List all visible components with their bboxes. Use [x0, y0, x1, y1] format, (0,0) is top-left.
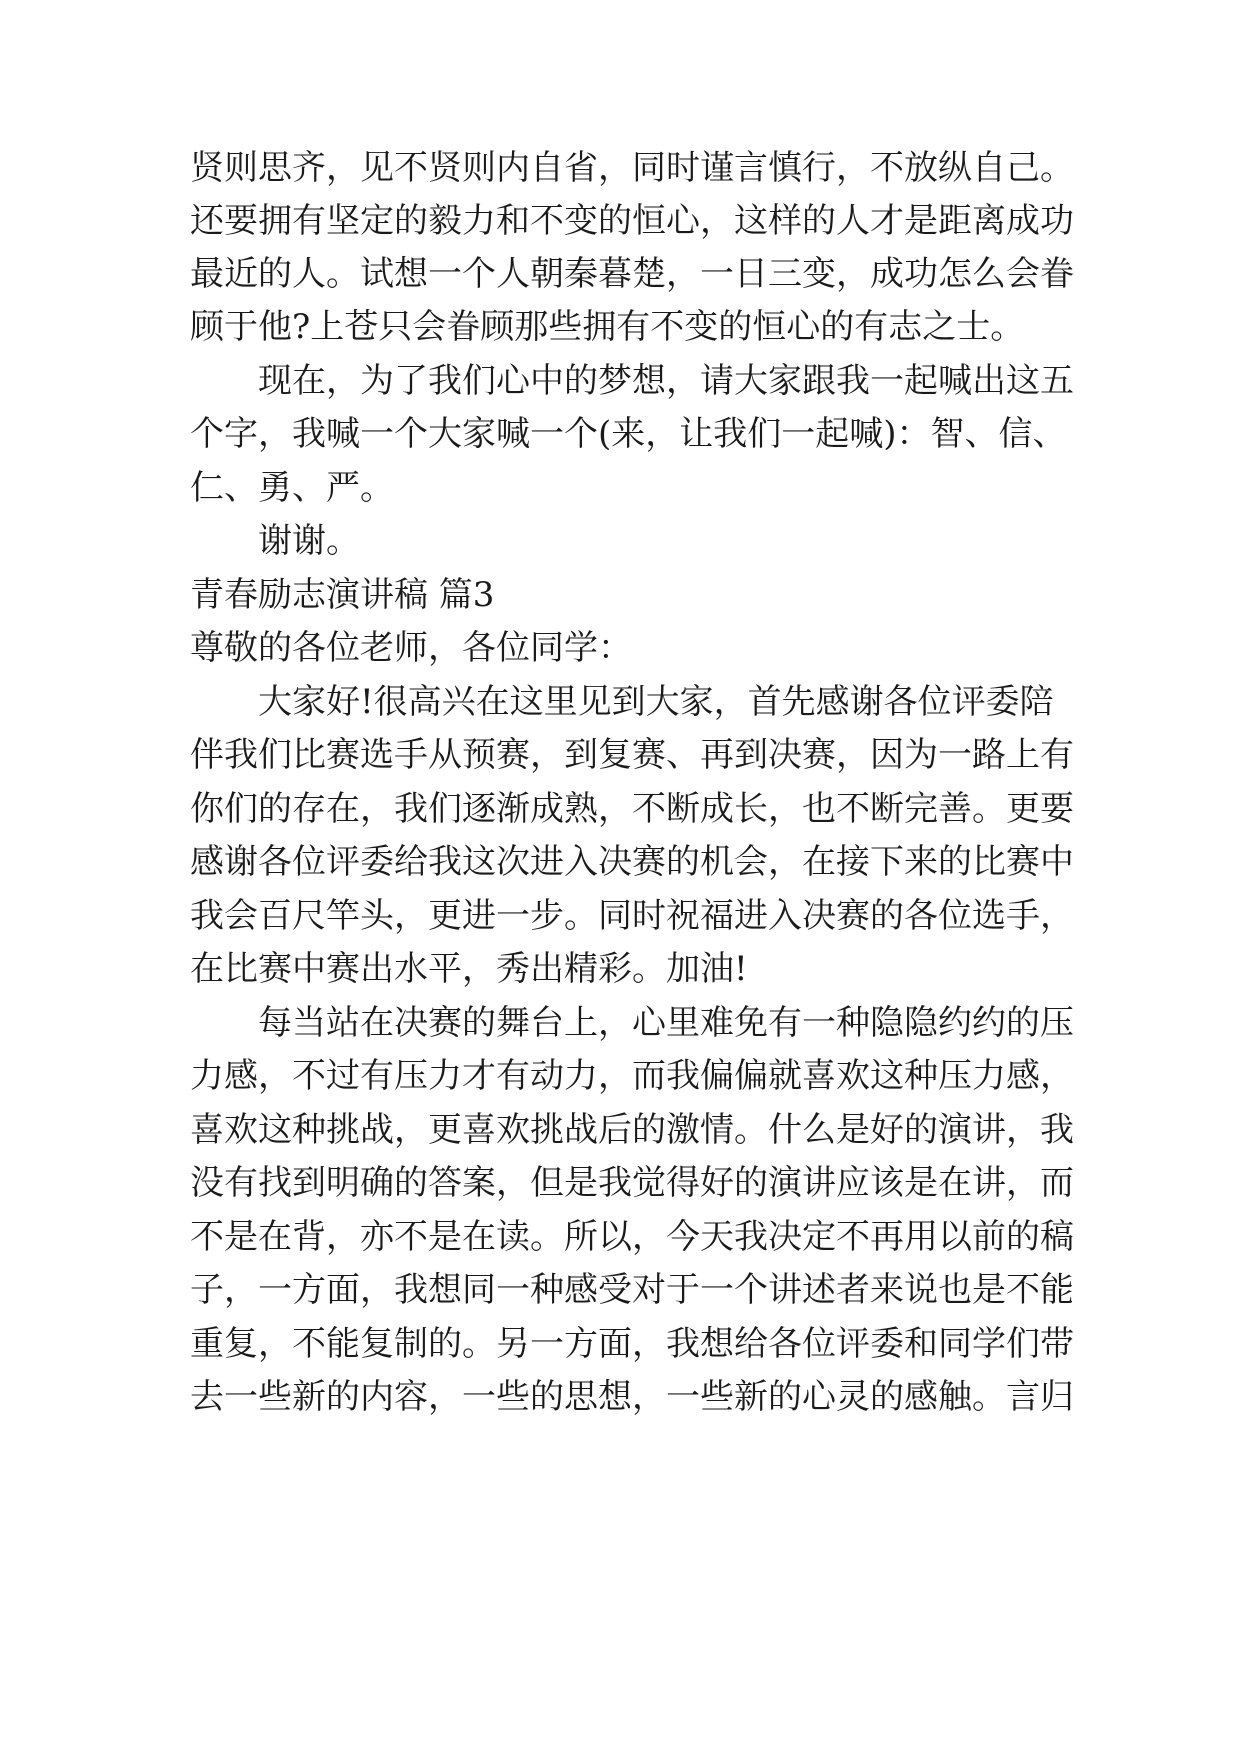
paragraph-line: 顾于他?上苍只会眷顾那些拥有不变的恒心的有志之士。 — [190, 307, 1025, 347]
paragraph-first-line: 谢谢。 — [258, 521, 360, 561]
paragraph-line: 贤则思齐，见不贤则内自省，同时谨言慎行，不放纵自己。 — [190, 148, 1074, 188]
paragraph-line: 伴我们比赛选手从预赛，到复赛、再到决赛，因为一路上有 — [190, 735, 1074, 775]
paragraph-line: 重复，不能复制的。另一方面，我想给各位评委和同学们带 — [190, 1324, 1074, 1364]
section-heading: 青春励志演讲稿 篇3 — [190, 575, 495, 615]
paragraph-line: 在比赛中赛出水平，秀出精彩。加油! — [190, 949, 748, 989]
paragraph-line: 个字，我喊一个大家喊一个(来，让我们一起喊)：智、信、 — [190, 414, 1067, 454]
paragraph-line: 去一些新的内容，一些的思想，一些新的心灵的感触。言归 — [190, 1377, 1074, 1417]
paragraph-line: 没有找到明确的答案，但是我觉得好的演讲应该是在讲，而 — [190, 1163, 1074, 1203]
paragraph-line: 最近的人。试想一个人朝秦暮楚，一日三变，成功怎么会眷 — [190, 254, 1074, 294]
paragraph-line: 力感，不过有压力才有动力，而我偏偏就喜欢这种压力感， — [190, 1056, 1074, 1096]
paragraph-line: 你们的存在，我们逐渐成熟，不断成长，也不断完善。更要 — [190, 789, 1074, 829]
paragraph-line: 我会百尺竿头，更进一步。同时祝福进入决赛的各位选手， — [190, 896, 1074, 936]
paragraph-line: 不是在背，亦不是在读。所以，今天我决定不再用以前的稿 — [190, 1217, 1074, 1257]
paragraph-first-line: 大家好!很高兴在这里见到大家，首先感谢各位评委陪 — [258, 682, 1054, 722]
paragraph-line: 子，一方面，我想同一种感受对于一个讲述者来说也是不能 — [190, 1270, 1074, 1310]
salutation: 尊敬的各位老师，各位同学： — [190, 628, 632, 668]
paragraph-line: 仁、勇、严。 — [190, 468, 394, 508]
paragraph-first-line: 现在，为了我们心中的梦想，请大家跟我一起喊出这五 — [258, 361, 1074, 401]
paragraph-first-line: 每当站在决赛的舞台上，心里难免有一种隐隐约约的压 — [258, 1003, 1074, 1043]
paragraph-line: 还要拥有坚定的毅力和不变的恒心，这样的人才是距离成功 — [190, 201, 1074, 241]
paragraph-line: 喜欢这种挑战，更喜欢挑战后的激情。什么是好的演讲，我 — [190, 1110, 1074, 1150]
paragraph-line: 感谢各位评委给我这次进入决赛的机会，在接下来的比赛中 — [190, 842, 1074, 882]
